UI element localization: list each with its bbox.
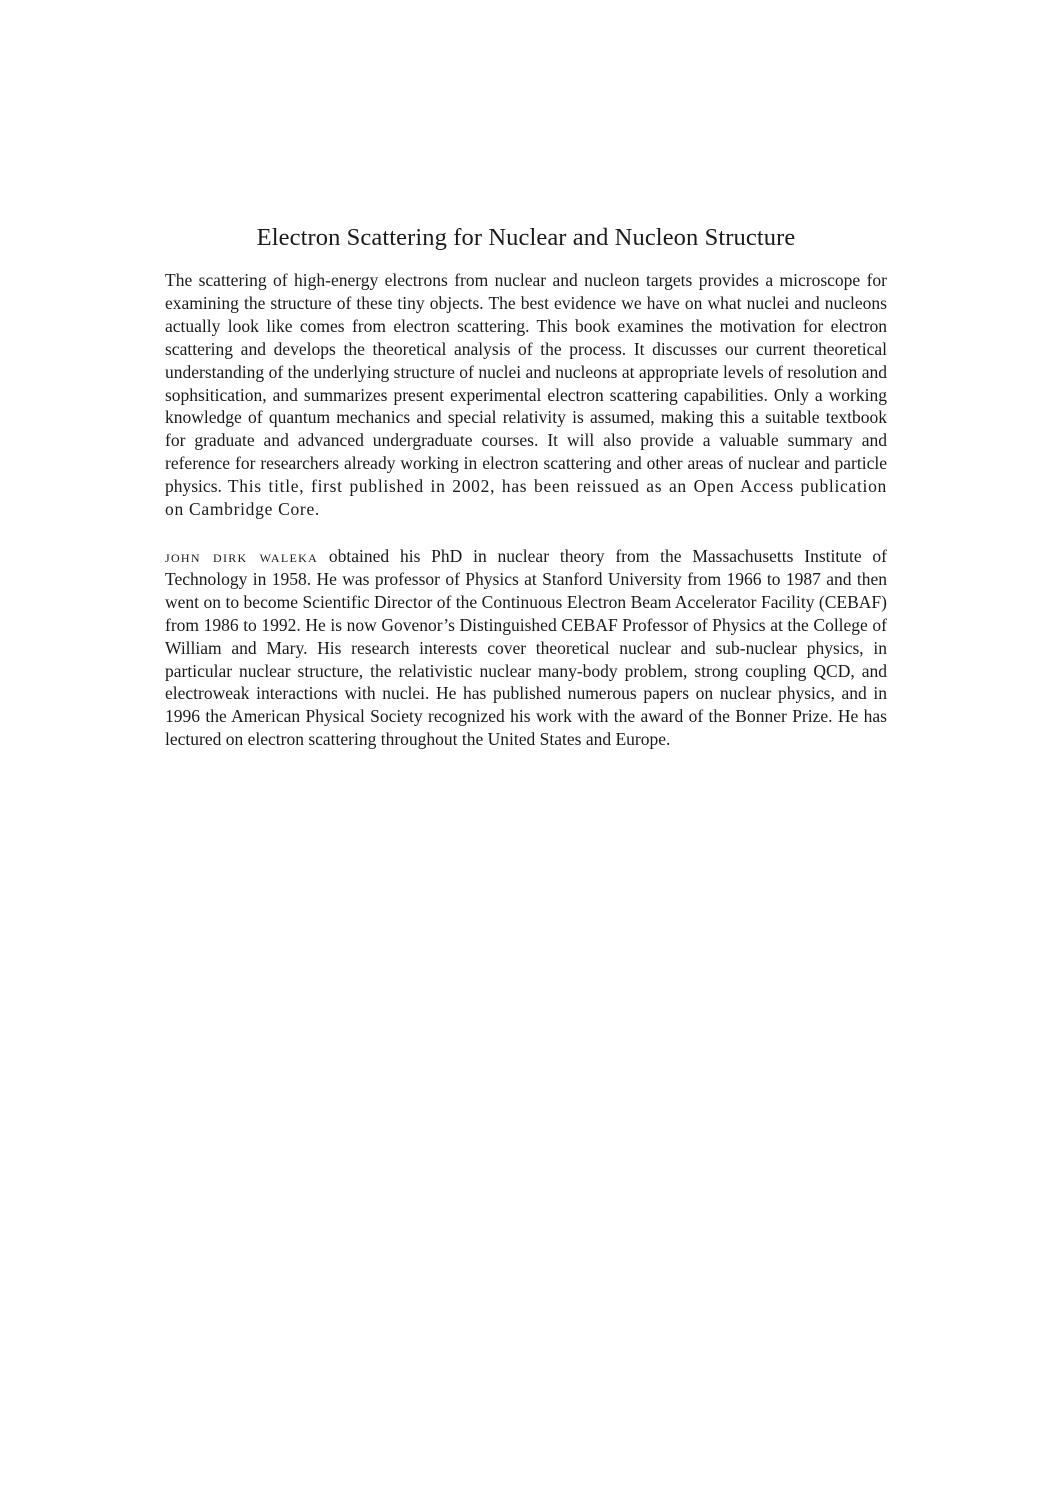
book-description-text: The scattering of high-energy electrons from nuclear and nucleon targets provides a microscope for examining the structure of these tiny objects. The best evidence we have on what nuclei and nucleons actually look like comes from electron scattering. This book examines the motivation for electron scattering and develops the theoretical analysis of the process. It discusses our current theoretical understanding of the underlying structure of nuclei and nucleons at appropriate levels of resolution and sophsitication, and summarizes present experimental electron scattering capabilities. Only a working knowledge of quantum mechanics and special relativity is assumed, making this a suitable textbook for graduate and advanced undergraduate courses. It will also provide a valuable summary and reference for researchers already working in electron scattering and other areas of nuclear and particle physics. — [165, 270, 887, 497]
document-page — [165, 222, 887, 751]
author-biography — [165, 545, 887, 751]
book-title: Electron Scattering for Nuclear and Nucleon Structure — [256, 224, 796, 251]
book-description — [165, 269, 887, 521]
author-bio-text: obtained his PhD in nuclear theory from the Massachusetts Institute of Technology in 1958. He was professor of Physics at Stanford University from 1966 to 1987 and then went on to become Scientific Director of the Continuous Electron Beam Accelerator Facility (CEBAF) from 1986 to 1992. He is now Govenor’s Distinguished CEBAF Professor of Physics at the College of William and Mary. His research interests cover theoretical nuclear and sub-nuclear physics, in particular nuclear structure, the relativistic nuclear many-body problem, strong coupling QCD, and electroweak interactions with nuclei. He has published numerous papers on nuclear physics, and in 1996 the American Physical Society recognized his work with the award of the Bonner Prize. He has lectured on electron scattering throughout the United States and Europe. — [165, 545, 887, 750]
open-access-note: This title, first published in 2002, has been reissued as an Open Access publication on Cambridge Core. — [165, 476, 887, 520]
author-name: john dirk waleka — [165, 545, 319, 566]
